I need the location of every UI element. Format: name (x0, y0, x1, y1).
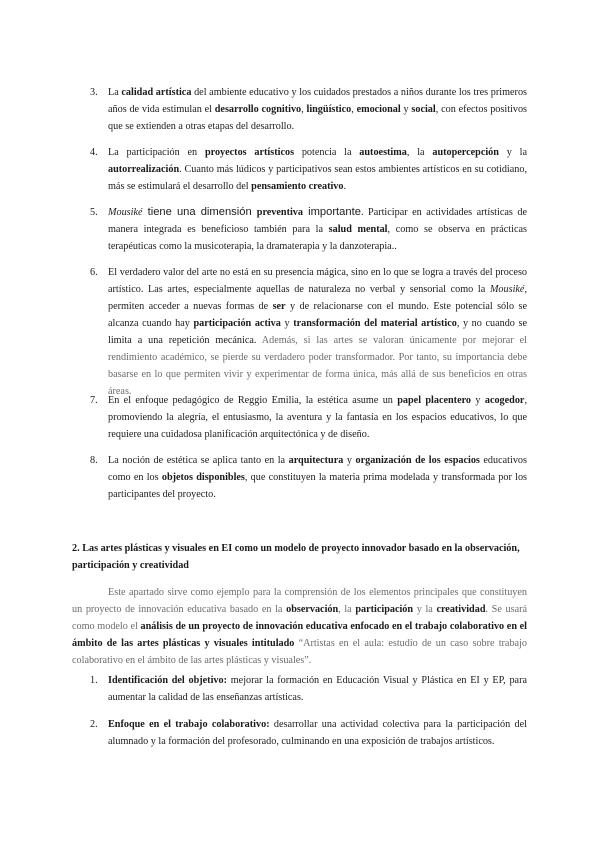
bold-text: observación (286, 604, 339, 615)
sans-text: tiene una dimensión (142, 206, 257, 218)
bold-text: arquitectura (288, 455, 344, 466)
list-number: 8. (90, 455, 98, 466)
text-run: , con efectos positivos que se extienden a otras etapas del desarrollo. (108, 104, 528, 132)
text-run: El verdadero valor del arte no está en su presencia mágica, sino en lo que se logra a través del proceso artístico. Las artes, especialmente aquellas de naturaleza no verbal y sensorial como la (108, 267, 527, 295)
text-run: , (351, 104, 357, 115)
bold-text: calidad artística (121, 87, 192, 98)
bold-text: autopercepción (432, 147, 499, 158)
text-run: . (343, 181, 347, 192)
bold-text: participación (355, 604, 414, 615)
list-number: 5. (90, 207, 98, 218)
text-run: . Cuanto más lúdicos y participativos sean estos ambientes artísticos en su cotidiano, más se estimulará el desarrollo del (108, 164, 527, 192)
list-number: 4. (90, 147, 98, 158)
section-intro-paragraph (72, 584, 527, 669)
bold-text: desarrollo cognitivo (214, 104, 302, 115)
text-run: educativos como en los (108, 455, 527, 483)
list-item-5 (90, 204, 527, 255)
text-run: potencia la (294, 147, 360, 158)
text-run: La (108, 87, 122, 98)
gray-text: Además, si las artes se valoran únicamente por mejorar el rendimiento académico, se pierde su verdadero poder transformador. Por tanto, su importancia debe basarse en lo que permiten vivir y experimentar de forma única, más allá de sus beneficios en otras áreas. (108, 335, 527, 397)
bold-text: autorrealización (108, 164, 180, 175)
text-run: En el enfoque pedagógico de Reggio Emilia, la estética asume un (108, 395, 398, 406)
text-run: y (400, 104, 412, 115)
text-run: y (471, 395, 485, 406)
list-number: 6. (90, 267, 98, 278)
text-run: . Participar en actividades artísticas de manera integrada es beneficioso también para la (108, 207, 527, 235)
list-item-3 (90, 84, 527, 135)
text-run: desarrollar una actividad colectiva para la participación del alumnado y la formación del profesorado, culminando en una exposición de trabajos artísticos. (108, 719, 528, 747)
list-item-text (108, 84, 527, 135)
list-number: 2. (90, 719, 98, 730)
list-item-text (108, 392, 527, 443)
list-item-text (108, 264, 527, 400)
section-heading: 2. Las artes plásticas y visuales en EI como un modelo de proyecto innovador basado en la observación, participación y creatividad (72, 543, 520, 571)
list-item-6 (90, 264, 527, 400)
text-run: , y no cuando se limita a una repetición mecánica. (108, 318, 527, 346)
bold-text: participación activa (193, 318, 281, 329)
bold-text: ser (272, 301, 286, 312)
bold-text: salud mental (328, 224, 388, 235)
bold-text: objetos disponibles (161, 472, 245, 483)
gray-text: Este apartado sirve como ejemplo para la comprensión de los elementos principales que constituyen un proyecto de innovación educativa basado en la (72, 587, 527, 615)
text-run: La participación en (108, 147, 205, 158)
gray-text: , la (338, 604, 356, 615)
text-run: y (343, 455, 356, 466)
gray-text: y la (413, 604, 437, 615)
list-item-text (108, 452, 527, 503)
bold-text: creatividad (436, 604, 486, 615)
text-run: , la (406, 147, 433, 158)
bold-text: Identificación del objetivo: (108, 675, 227, 686)
text-run: La noción de estética se aplica tanto en la (108, 455, 289, 466)
text-run: mejorar la formación en Educación Visual y Plástica en EI y EP, para aumentar la calidad de las enseñanzas artísticas. (108, 675, 527, 703)
bold-text: acogedor (484, 395, 525, 406)
list-number: 1. (90, 675, 98, 686)
list-item-text (108, 204, 527, 255)
text-run: , que constituyen la materia prima modelada y transformada por los participantes del proyecto. (108, 472, 528, 500)
text-run: y (280, 318, 294, 329)
list2-item-2 (90, 716, 527, 750)
list2-item-1 (90, 672, 527, 706)
text-run: y la (498, 147, 527, 158)
bold-text: transformación del material artístico (293, 318, 457, 329)
bold-text: emocional (356, 104, 401, 115)
bold-text: social (411, 104, 436, 115)
gray-text: “Artistas en el aula: estudio de un caso sobre trabajo colaborativo en el ámbito de las artes plásticas y visuales”. (72, 638, 527, 666)
list-number: 7. (90, 395, 98, 406)
bold-text: proyectos artísticos (204, 147, 295, 158)
bold-text: lingüístico (306, 104, 352, 115)
bold-text: pensamiento creativo (251, 181, 344, 192)
text-run: , promoviendo la alegría, el entusiasmo, la aventura y la fantasía en los espacios educativos, lo que requiere una cuidadosa planificación arquitectónica y de diseño. (108, 395, 527, 440)
bold-text: preventiva (256, 207, 303, 218)
sans-text: importante (303, 206, 361, 218)
list-item-7 (90, 392, 527, 443)
list-number: 3. (90, 87, 98, 98)
bold-text: análisis de un proyecto de innovación educativa enfocado en el trabajo colaborativo en el ámbito de las artes plásticas y visuales intitulado (72, 621, 528, 649)
list-item-text (108, 672, 527, 706)
bold-text: papel placentero (397, 395, 472, 406)
list-item-8 (90, 452, 527, 503)
gray-text: . Se usará como modelo el (72, 604, 527, 632)
list-item-text (108, 716, 527, 750)
bold-text: organización de los espacios (355, 455, 480, 466)
text-run: y de relacionarse con el mundo. Este potencial sólo se alcanza cuando hay (108, 301, 527, 329)
text-run: , permiten acceder a nuevas formas de (108, 284, 527, 312)
italic-text: Mousiké (489, 284, 525, 295)
italic-text: Mousiké (108, 207, 143, 218)
list-item-text (108, 144, 527, 195)
list-item-4 (90, 144, 527, 195)
bold-text: autoestima (359, 147, 407, 158)
bold-text: Enfoque en el trabajo colaborativo: (108, 719, 270, 730)
text-run: , (301, 104, 307, 115)
text-run: del ambiente educativo y los cuidados prestados a niños durante los tres primeros años de vida estimulan el (108, 87, 528, 115)
text-run: , como se observa en prácticas terapéuticas como la musicoterapia, la dramaterapia y la danzoterapia.. (108, 224, 527, 252)
